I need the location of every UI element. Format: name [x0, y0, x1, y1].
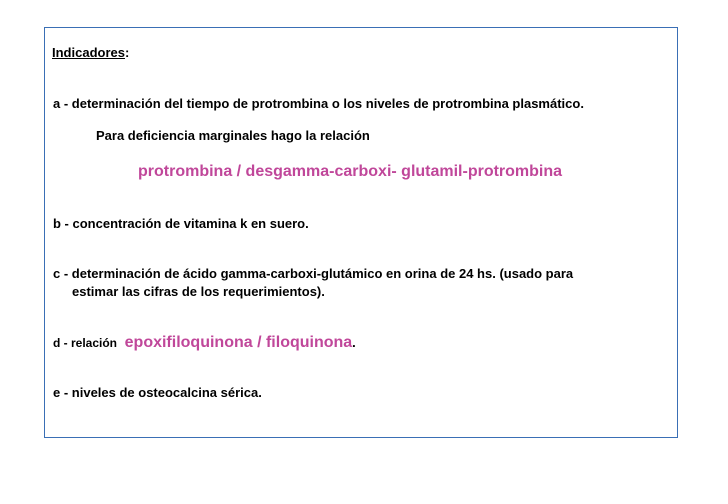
item-a-ratio: protrombina / desgamma-carboxi- glutamil-protrombina: [138, 163, 563, 180]
item-c-line2: estimar las cifras de los requerimientos).: [72, 284, 325, 299]
item-d-ratio: epoxifiloquinona / filoquinona: [124, 334, 353, 351]
item-e-text: e - niveles de osteocalcina sérica.: [53, 385, 262, 400]
item-c-line1: c - determinación de ácido gamma-carboxi-glutámico en orina de 24 hs. (usado para: [53, 266, 574, 281]
item-a-sub: Para deficiencia marginales hago la relación: [96, 128, 370, 143]
item-d: [53, 335, 356, 351]
heading: [52, 45, 129, 61]
item-d-prefix: d - relación: [53, 336, 118, 350]
item-a-text: a - determinación del tiempo de protrombina o los niveles de protrombina plasmático.: [53, 96, 584, 111]
heading-colon: :: [124, 45, 130, 60]
heading-label: Indicadores: [52, 45, 125, 60]
item-d-suffix: .: [352, 335, 356, 350]
content-frame: [44, 27, 678, 438]
item-b-text: b - concentración de vitamina k en suero.: [53, 216, 309, 231]
